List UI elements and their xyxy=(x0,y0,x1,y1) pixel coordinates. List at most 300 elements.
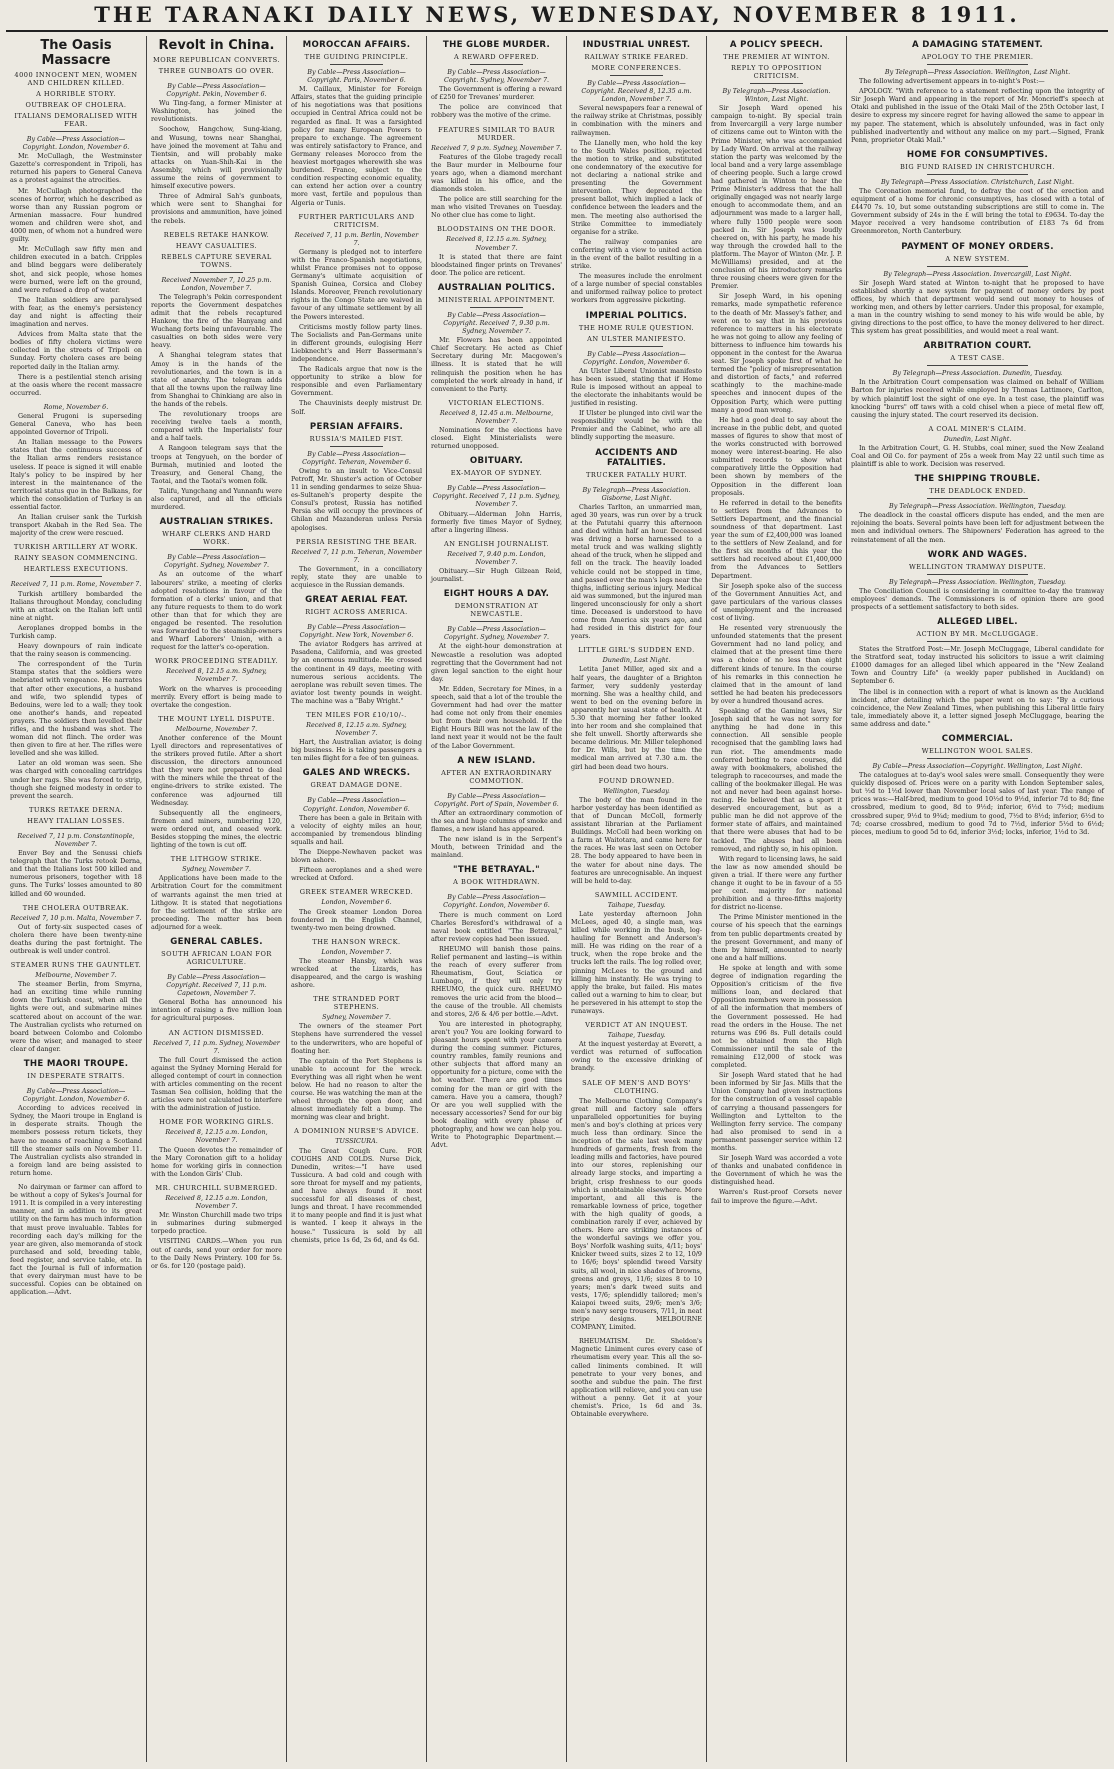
dateline: By Telegraph—Press Association. Dunedin, Tuesday. xyxy=(892,369,1063,378)
article-headline: IMPERIAL POLITICS. xyxy=(585,310,688,321)
article-headline: THE CHOLERA OUTBREAK. xyxy=(22,903,130,912)
dateline: Received 8, 12.15 a.m. London, November 7. xyxy=(165,1193,268,1211)
dateline: Taihape, Tuesday. xyxy=(607,1031,666,1040)
article-paragraph: Several newspapers fear a renewal of the railway strike at Christmas, possibly in combination with the miners and railwaymen. xyxy=(571,104,702,137)
article xyxy=(151,1184,282,1270)
dateline: Sydney, November 7. xyxy=(322,1013,391,1022)
article-headline: Revolt in China. xyxy=(158,38,275,53)
article-headline: WORK AND WAGES. xyxy=(927,549,1028,560)
article-headline: PAYMENT OF MONEY ORDERS. xyxy=(901,241,1054,252)
article-paragraph: The Great Cough Cure. FOR COUGHS AND COLDS. Nurse Dick, Dunedin, writes:—"I have used Tussicura. A bad cold and cough with sore throat for myself and my patients, and have always found it most successful for all diseases of chest, lungs and throat. I have recommended it to many people and find it is just what is wanted. I keep it always in the house." Tussicura is sold by all chemists, price 1s 6d, 2s 6d, and 4s 6d. xyxy=(291,1146,422,1244)
dateline: Received 7, 10 p.m. Malta, November 7. xyxy=(10,913,142,922)
article xyxy=(571,1021,702,1072)
article-paragraph: Warren's Rust-proof Corsets never fail to improve the figure.—Advt. xyxy=(711,1188,842,1205)
dateline: By Telegraph—Press Association. Invercargill, Last Night. xyxy=(883,269,1072,278)
article-subheadline: SOUTH AFRICAN LOAN FOR AGRICULTURE. xyxy=(161,949,272,966)
article-paragraph: A Shanghai telegram states that Amoy is in the hands of the revolutionaries, and the town is in a state of anarchy. The telegram adds that all the towns upon the railway line from Shanghai to Chinkiang are also in the hands of the rebels. xyxy=(151,351,282,408)
article-paragraph: Mr. McCullagh saw fifty men and children executed in a batch. Cripples and blind beggars were deliberately shot, and sick people, whose homes were burned, were left on the ground, and were refused a drop of water. xyxy=(10,245,142,294)
divider xyxy=(470,64,522,65)
article-paragraph: RHEUMATISM. Dr. Sheldon's Magnetic Liniment cures every case of rheumatism every year. This all the so-called liniments combined. It will penetrate to your very bones, and soothe and subdue the pain. The first application will relieve, and you can use without a penny. Get it at your chemist's. Price, 1s 6d and 3s. Obtainable everywhere. xyxy=(571,1337,702,1419)
divider xyxy=(50,1083,103,1084)
article xyxy=(571,311,702,442)
column-5 xyxy=(566,36,706,1762)
article-subheadline: AFTER AN EXTRAORDINARY COMMOTION. xyxy=(441,768,552,785)
article-paragraph: Mr. Winston Churchill made two trips in submarines during submerged torpedo practice. xyxy=(151,1211,282,1236)
article-paragraph: Advices from Malta state that the bodies of fifty cholera victims were collected in the streets of Tripoli on Sunday. Forty cholera cases are being reported daily in the Italian army. xyxy=(10,330,142,371)
dateline: By Telegraph—Press Association. Gisborne, Last Night. xyxy=(582,485,691,502)
article-headline: AUSTRALIAN STRIKES. xyxy=(159,517,274,528)
article-headline: HOME FOR CONSUMPTIVES. xyxy=(906,149,1049,160)
dateline: London, November 7. xyxy=(321,947,392,956)
dateline: Received 7, 9 p.m. Sydney, November 7. xyxy=(431,143,562,152)
column-3 xyxy=(286,36,426,1762)
article-paragraph: Sir Joseph Ward opened his campaign to-night. By special train from Invercargill a very large number of citizens came out to Winton with the Prime Minister, who was accompanied by Lady Ward. On arrival at the railway station the party was welcomed by the local band and a very large assemblage of cheering people. Such a large crowd had gathered in Winton to hear the Prime Minister's address that the hall originally engaged was not nearly large enough to accommodate them, and an adjournment was made to a larger hall, where fully 1500 people were soon packed in. Sir Joseph was loudly cheered on, with his party, he made his way through the crowded hall to the platform. The Mayor of Winton (Mr. J. P. McWilliams) presided, and at the conclusion of his introductory remarks three rousing cheers were given for the Premier. xyxy=(711,104,842,291)
article-paragraph: The catalogues at to-day's wool sales were small. Consequently they were quickly disposed of. Prices were on a parity with London September sales, but ½d to 1½d lower than November local sales of last year. The range of prices was:—Half-bred, medium to good 10½d to 9½d, inferior 7d to 8d; fine crossbred, medium to good, 8d to 9½d; inferior, 6½d to 7½d; medium crossbred super, 9½d to 9¾d; medium to good, 7½d to 8½d; inferior, 6½d to 7d; coarse crossbred, medium to good 7d to 7½d, inferior 5½d to 6½d; pieces, medium to good 5d to 6d, inferior 3½d; locks, inferior, 1½d to 3d. xyxy=(851,771,1104,836)
article xyxy=(431,865,562,1149)
article-subheadline: HEAVY ITALIAN LOSSES. xyxy=(27,816,125,825)
article xyxy=(10,1059,142,1177)
article-paragraph: The new island is in the Serpent's Mouth, between Trinidad and the mainland. xyxy=(431,835,562,860)
article-paragraph: In the Arbitration Court compensation was claimed on behalf of William Barton for injuries received while employed by Thomas Lattimore, Carlton, by which plaintiff lost the sight of one eye. In a test case, the plaintiff was knocking "burrs" off taws with a cold chisel when a piece of metal flew off, causing the injury stated. The court reserved its decision. xyxy=(851,378,1104,419)
article-headline: GREEK STEAMER WRECKED. xyxy=(299,888,414,897)
article-paragraph: Subsequently all the engineers, firemen and miners, numbering 120, were ordered out, and ceased work. Besides stopping the mines, the electric lighting of the town is cut off. xyxy=(151,808,282,850)
article-paragraph: You are interested in photography, aren't you? You are looking forward to pleasant hours spent with your camera during the coming summer. Pictures, country rambles, family reunions and other subjects that afford many an opportunity for a picture, come with the hot weather. There are good times coming for the man or girl with the camera. Have you a camera, though? Or are you well supplied with the necessary accessories? Send for our big book dealing with every phase of photography, and how we can help you. Write to Photographic Department.—Advt. xyxy=(431,1019,562,1150)
article-subheadline: IN DESPERATE STRAITS. xyxy=(27,1072,125,1080)
article-paragraph: The Chauvinists deeply mistrust Dr. Solf. xyxy=(291,399,422,416)
article-headline: A DAMAGING STATEMENT. xyxy=(912,40,1043,50)
article-paragraph: An Ulster Liberal Unionist manifesto has been issued, stating that if Home Rule is imposed without an appeal to the electorate the inhabitants would be justified in resisting. xyxy=(571,366,702,408)
article-headline: EIGHT HOURS A DAY. xyxy=(443,589,550,600)
article xyxy=(571,777,702,885)
article-paragraph: Sir Joseph Ward, in his opening remarks, made sympathetic reference to the death of Mr. Massey's father, and went on to say that in his previous reference to matters in his electorate he was not going to allow any feeling of bitterness to influence him towards his opponent in the contest for the Awarua seat. Sir Joseph spoke first of what he termed the "policy of misrepresentation and distortion of facts," and referred scathingly to the machine-made speeches and innocent dupes of the Opposition Party, which were putting many a good man wrong. xyxy=(711,292,842,414)
article-paragraph: The Melbourne Clothing Company's great mill and factory sale offers unparalleled opportunities for buying men's and boy's clothing at prices very much less than ordinary. Since the inception of the sale last week many hundreds of garments, fresh from the leading mills and factories, have poured into our stores, replenishing our already large stocks, and imparting a bright, crisp freshness to our goods which is unobtainable elsewhere. More important, and all this is the remarkable lowness of price, together with the high quality of goods, a combination rarely if ever, achieved by others. Here are striking instances of the wonderful savings we offer you. Boys' Norfolk washing suits, 4/11; boys' Knicker tweed suits, sizes 2 to 12, 10/9 to 16/6; boys' splendid tweed Varsity suits, all wool, in nice shades of browns, greens and greys, 11/6; sizes 8 to 10 years; men's dark tweed suits and vests, 17/6; splendidly tailored; men's Kaiapoi tweed suits, 29/6; men's 3/6; men's navy serge trousers, 7/11, in neat stripe designs. MELBOURNE COMPANY, Limited. xyxy=(571,1096,702,1332)
article-paragraph: Fifteen aeroplanes and a shed were wrecked at Oxford. xyxy=(291,866,422,883)
masthead-rule xyxy=(6,30,1108,32)
article xyxy=(851,150,1104,236)
divider xyxy=(927,574,1028,575)
dateline: By Cable—Press Association—Copyright. Teheran, November 6. xyxy=(302,449,411,466)
article-paragraph: The Llanelly men, who hold the key to the South Wales position, rejected the motion to strike, and substituted one condemnatory of the executive for not declaring a national strike and presenting the Government intervention. They deprecated the present ballot, which implied a lack of confidence between the leaders and the men. The meeting also authorised the Strike Committee to immediately organise for a strike. xyxy=(571,138,702,236)
article-paragraph: Charles Tarlton, an unmarried man, aged 30 years, was run over by a truck at the Patutahi quarry this afternoon and died within half an hour. Deceased was driving a horse harnessed to a metal truck and was walking slightly ahead of the truck, when he slipped and fell on the track. The heavily loaded vehicle could not be stopped in time, and passed over the man's legs near the thighs, inflicting serious injury. Medical aid was summoned, but the injured man lingered unconsciously for only a short time. Deceased is understood to have come from America six years ago, and had resided in this district for four years. xyxy=(571,502,702,641)
article-paragraph: Obituary.—Alderman John Harris, formerly five times Mayor of Sydney, after a lingering illness. xyxy=(431,509,562,534)
article-subheadline: A BOOK WITHDRAWN. xyxy=(453,878,540,887)
masthead: THE TARANAKI DAILY NEWS, WEDNESDAY, NOVEMBER 8 1911. xyxy=(94,2,1020,27)
article xyxy=(431,126,562,220)
divider xyxy=(470,621,522,622)
article-paragraph: The steamer Berlin, from Smyrna, had an exciting time while running down the Turkish coast, when all the lights were out, and submarine mines scattered about on account of the war. The Australian cyclists who returned on board between Colombo and Colombo were the wiser, and managed to steer clear of danger. xyxy=(10,980,142,1053)
article xyxy=(431,456,562,534)
article xyxy=(291,595,422,705)
article xyxy=(431,756,562,860)
article-paragraph: The police are convinced that robbery was the motive of the crime. xyxy=(431,103,562,120)
article-headline: AUSTRALIAN POLITICS. xyxy=(437,282,556,293)
dateline: By Cable—Press Association—Copyright. London, November 6. xyxy=(583,349,690,366)
article xyxy=(151,517,282,651)
article-paragraph: The measures include the enrolment of a large number of special constables and uniformed railway police to protect workers from aggressive picketing. xyxy=(571,272,702,305)
dateline: By Cable—Press Association—Copyright. Pekin, November 6. xyxy=(166,82,267,99)
article-paragraph: Hart, the Australian aviator, is doing big business. He is taking passengers a ten miles flight for a fee of ten guineas. xyxy=(291,738,422,763)
article-paragraph: There is much comment on Lord Charles Beresford's withdrawal of a naval book entitled "The Betrayal," after review copies had been issued. xyxy=(431,910,562,943)
article-headline: THE LITHGOW STRIKE. xyxy=(170,855,263,864)
article-paragraph: Sir Joseph spoke also of the success of the Government Annuities Act, and gave particulars of the various classes of unemployment and the increased cost of living. xyxy=(711,581,842,622)
article-paragraph: The Radicals argue that now is the opportunity to strike a blow for responsible and even Parliamentary Government. xyxy=(291,365,422,398)
article-subheadline: REBELS CAPTURE SEVERAL TOWNS. xyxy=(161,252,272,269)
article-headline: OBITUARY. xyxy=(469,456,524,467)
dateline: By Telegraph—Press Association. Wellington, Last Night. xyxy=(884,68,1071,76)
article-subheadline: ITALIANS DEMORALISED WITH FEAR. xyxy=(14,112,138,128)
dateline: By Cable—Press Association—Copyright. Wellington, Last Night. xyxy=(872,761,1083,770)
column-1 xyxy=(6,36,146,1762)
article-paragraph: He spoke at length and with some degree of indignation regarding the Opposition's criticism of the five millions loan, and declared that Opposition members were in possession of all the information that members of the Government possessed. He had read the orders in the House. The net returns was £96 8s. Full details could not be obtained from the High Commissioner until the sale of the remaining £12,000 of stock was completed. xyxy=(711,963,842,1070)
article-subheadline: EX-MAYOR OF SYDNEY. xyxy=(450,469,543,478)
dateline: Received 7, 11 p.m. Teheran, November 7. xyxy=(291,547,422,564)
article-headline: SALE OF MEN'S AND BOYS' CLOTHING. xyxy=(582,1078,691,1095)
article-paragraph: Features of the Globe tragedy recall the Baur murder in Melbourne four years ago, when a diamond merchant was killed in his office, and the diamonds stolen. xyxy=(431,152,562,194)
article-paragraph: An Italian message to the Powers states that the continuous success of the Italian arms renders resistance useless. If peace is signed it will enable Italy's policy to be inspired by her interest in the maintenance of the territorial status quo in the Balkans, for which the consolidation of Turkey is an essential factor. xyxy=(10,438,142,512)
article-paragraph: The Government is offering a reward of £250 for Trevanes' murderer. xyxy=(431,85,562,102)
article-paragraph: There is a pestilential stench arising at the oasis where the recent massacre occurred. xyxy=(10,372,142,397)
column-4 xyxy=(426,36,566,1762)
article-subheadline: THE PREMIER AT WINTON. xyxy=(723,53,830,61)
divider xyxy=(470,307,522,308)
divider xyxy=(470,889,522,890)
article-subheadline: A NEW SYSTEM. xyxy=(945,254,1010,263)
dateline: By Cable—Press Association—Copyright. London, November 6. xyxy=(443,893,550,910)
article-subheadline: MORE CONFERENCES. xyxy=(591,64,682,72)
article-headline: A POLICY SPEECH. xyxy=(729,40,824,50)
article-paragraph: The Dieppe-Newhaven packet was blown ashore. xyxy=(291,848,422,865)
article-subheadline: WELLINGTON WOOL SALES. xyxy=(921,746,1034,755)
article-subheadline: 4000 INNOCENT MEN, WOMEN AND CHILDREN KILLED. xyxy=(14,71,138,87)
article-paragraph: He resented very strenuously the unfounded statements that the present Government had no land policy, and claimed that at the present time there was a choice of no less than eight different kinds of tenure. In the course of his remarks in this connection he claimed that in the amount of land settled he had beaten his predecessors by over a hundred thousand acres. xyxy=(711,624,842,705)
article xyxy=(431,589,562,749)
article-paragraph: The correspondent of the Turin Stampa states that the soldiers were inebriated with vengeance. He narrates that after other executions, a husband and wife, two splendid types of Bedouins, were led to a wall; they took one another's hands, and repeated prayers. The soldiers then levelled their rifles, and the husband was shot. The woman did not flinch. The order was then given to fire at her. The rifles were levelled and she was killed. xyxy=(10,660,142,758)
article xyxy=(711,40,842,1205)
article-headline: WORK PROCEEDING STEADILY. xyxy=(154,657,279,666)
article xyxy=(291,1127,422,1243)
article-headline: ACCIDENTS AND FATALITIES. xyxy=(595,447,678,468)
article xyxy=(851,734,1104,836)
article-paragraph: The Italian soldiers are paralysed with fear, as the enemy's persistency day and night is affecting their imagination and nerves. xyxy=(10,295,142,329)
article-headline: PERSIAN AFFAIRS. xyxy=(309,421,404,432)
article-headline: TURKS RETAKE DERNA. xyxy=(28,805,124,814)
article-paragraph: Sir Joseph Ward was accorded a vote of thanks and unabated confidence in the Government of which he was the distinguished head. xyxy=(711,1154,842,1187)
dateline: Melbourne, November 7. xyxy=(175,724,258,733)
article-subheadline: RAINY SEASON COMMENCING. xyxy=(14,554,138,563)
article xyxy=(151,1118,282,1178)
dateline: By Cable—Press Association—Copyright. Port of Spain, November 6. xyxy=(434,791,559,808)
article-paragraph: After an extraordinary commotion of the sea and huge columns of smoke and flames, a new island has appeared. xyxy=(431,808,562,833)
article-paragraph: Enver Bey and the Senussi chiefs telegraph that the Turks retook Derna, and that the Italians lost 500 killed and numerous prisoners, together with 18 guns. The Turks' losses amounted to 80 killed and 60 wounded. xyxy=(10,849,142,898)
article-headline: THE GLOBE MURDER. xyxy=(442,40,551,50)
article-paragraph: The owners of the steamer Port Stephens have surrendered the vessel to the underwriters, who are hopeful of floating her. xyxy=(291,1022,422,1055)
dateline: By Telegraph—Press Association. Winton, Last Night. xyxy=(722,87,831,104)
article-paragraph: Sir Joseph Ward stated at Winton to-night that he proposed to have established shortly a new system for payment of money orders by post offices, by which that department would send out money to houses of working men, and others by letter carriers. Under this proposal, for example, a man in the country wishing to send money to his wife would be able, by giving directions to the post office, to have the money delivered to her direct. This system has great possibilities, and would meet a real want. xyxy=(851,278,1104,336)
article-headline: TEN MILES FOR £10/10/-. xyxy=(306,711,407,719)
dateline: By Telegraph—Press Association. Wellington, Tuesday. xyxy=(889,577,1066,586)
article-paragraph: The Queen devotes the remainder of the Mary Coronation gift to a holiday home for working girls in connection with the London Girls' Club. xyxy=(151,1145,282,1178)
article xyxy=(431,225,562,276)
article-paragraph: Germany is pledged not to interfere with the Franco-Spanish negotiations, whilst France promises not to oppose Germany's ultimate acquisition of Spanish Guinea, Corsica and Clobey Islands. Moreover, French revolutionary rights in the Congo State are waived in favour of any ultimate settlement by all the Powers interested. xyxy=(291,247,422,321)
article-subheadline: ACTION BY MR. McCLUGGAGE. xyxy=(916,630,1039,639)
divider xyxy=(190,969,242,970)
dateline: Received 8, 12.15 a.m. Sydney, November 7. xyxy=(166,667,267,684)
article-paragraph: The Coronation memorial fund, to defray the cost of the erection and equipment of a home for chronic consumptives, has closed with a total of £4470 7s. 10, but some outstanding subscriptions are still to come in. The Government subsidy of 24s in the £ will bring the total to £9634. To-day the Mayor received a very handsome contribution of £183 7s 6d from Greenmoreton, North Canterbury. xyxy=(851,186,1104,236)
divider xyxy=(927,498,1028,499)
dateline: Received 7, 9.40 p.m. London, November 7. xyxy=(447,549,546,566)
dateline: Melbourne, November 7. xyxy=(35,971,117,980)
article-subheadline: OUTBREAK OF CHOLERA. xyxy=(25,101,127,109)
article xyxy=(291,995,422,1121)
article-paragraph: Work on the wharves is proceeding merrily. Every effort is being made to overtake the congestion. xyxy=(151,684,282,709)
article-paragraph: The Government, in a conciliatory reply, state they are unable to acquiesce in the Russian demands. xyxy=(291,564,422,589)
article xyxy=(151,937,282,1023)
divider xyxy=(750,83,802,84)
article-subheadline: DEMONSTRATION AT NEWCASTLE. xyxy=(454,602,539,619)
divider xyxy=(190,549,242,550)
article-paragraph: The following advertisement appears in to-night's Post:— xyxy=(859,77,1045,86)
article-subheadline: HEARTLESS EXECUTIONS. xyxy=(23,565,129,574)
article-subheadline: WHARF CLERKS AND HARD WORK. xyxy=(162,530,271,547)
article-paragraph: General Frugoni is superseding General Caneva, who has been appointed Governor of Tripoli. xyxy=(10,412,142,437)
article-paragraph: The aviator Rodgers has arrived at Pasadena, California, and was greeted by an enormous multitude. He crossed the continent in 49 days, meeting with numerous serious accidents. The aeroplane was rebuilt seven times. The aviator lost twenty pounds in weight. The machine was a "Baby Wright." xyxy=(291,640,422,705)
article-headline: THE SHIPPING TROUBLE. xyxy=(914,474,1041,485)
article xyxy=(291,938,422,989)
article-headline: GREAT AERIAL FEAT. xyxy=(305,595,408,606)
article-subheadline: THE HOME RULE QUESTION. xyxy=(578,323,695,332)
dateline: By Cable—Press Association—Copyright. New York, November 6. xyxy=(299,623,414,640)
article xyxy=(851,242,1104,336)
article-headline: ARBITRATION COURT. xyxy=(923,341,1032,352)
article-paragraph: The Greek steamer London Dorea foundered in the English Channel, twenty-two men being drowned. xyxy=(291,907,422,932)
article xyxy=(10,961,142,1053)
article-headline: GENERAL CABLES. xyxy=(170,936,263,947)
article-paragraph: Late yesterday afternoon John McLees, aged 40, a single man, was killed while working in the bush, log-hauling for Bennett and Anderson's mill. He was riding on the rear of a truck, when the rope broke and the trucks left the rails. The log rolled over, pinning McLees to the ground and killing him instantly. He was trying to apply the brake, but failed. His mates called out a warning to him to clear, but he persevered in his attempt to stop the runaways. xyxy=(571,909,702,1015)
article-paragraph: At the inquest yesterday at Everett, a verdict was returned of suffocation owing to the excessive drinking of brandy. xyxy=(571,1040,702,1073)
article-headline: THE STRANDED PORT STEPHENS. xyxy=(313,995,400,1012)
article-paragraph: Nominations for the elections have closed. Eight Ministerialists were returned unopposed. xyxy=(431,426,562,451)
article xyxy=(10,904,142,955)
article-paragraph: Talifu, Yungchang and Yunnanfu were also captured, and all the officials murdered. xyxy=(151,486,282,512)
article-paragraph: The Prime Minister mentioned in the course of his speech that the earnings from ten public departments created by the present Government, and many of them by himself, amounted to nearly one and a half millions. xyxy=(711,913,842,962)
article xyxy=(291,768,422,882)
article-headline: INDUSTRIAL UNREST. xyxy=(582,40,691,50)
article-paragraph: APOLOGY. "With reference to a statement reflecting upon the integrity of Sir Joseph Ward and appearing in the report of Mr. Moncrieff's speech at Otaki and published in the issue of the Otaki Mail of the 25th October last, I desire to express my sincere regret for having allowed the same to appear in my paper. The statement, which is absolutely unfounded, was in fact only published inadvertently and without any malice on my part.—Signed, Frank Penn, proprietor Otaki Mail." xyxy=(851,87,1104,144)
article-headline: A COAL MINER'S CLAIM. xyxy=(928,424,1027,433)
article-paragraph: Applications have been made to the Arbitration Court for the commitment of warrants against the men tried at Lithgow. It is stated that negotiations for the settlement of the strike are proceeding. The matter has been adjourned for a week. xyxy=(151,874,282,931)
article-subheadline: HEAVY CASUALTIES. xyxy=(175,241,258,250)
article-paragraph: Sir Joseph Ward stated that he had been informed by Sir Jas. Mills that the Union Company had given instructions for the construction of a vessel capable of carrying a thousand passengers for Wellington and Lyttelton to the Wellington ferry service. The company had also promised to send in a permanent passenger service within 12 months. xyxy=(711,1071,842,1152)
dateline: Received 8, 12.15 a.m. Sydney, November 7. xyxy=(306,721,407,738)
article-paragraph: If Ulster be plunged into civil war the responsibility would be with the Premier and the Cabinet, who are all blindly supporting the measure. xyxy=(571,409,702,442)
article-paragraph: He referred in detail to the benefits to settlers from the Advances to Settlers Department, and the financial soundness of that department. Last year the sum of £2,400,000 was loaned to the settlers of New Zealand, and for the first six months of this year the settlers had received about £1,400,000 from the Advances to Settlers Department. xyxy=(711,498,842,580)
article-subheadline: TRUCKER FATALLY HURT. xyxy=(586,470,687,479)
dateline: London, November 6. xyxy=(321,898,392,907)
article-paragraph: Out of forty-six suspected cases of cholera there have been twenty-nine deaths during the past fortnight. The outbreak is well under control. xyxy=(10,922,142,955)
article xyxy=(851,341,1104,419)
dateline: By Cable—Press Association—Copyright. Received 7, 11 p.m. Capetown, November 7. xyxy=(166,972,267,998)
article-paragraph: He had a good deal to say about the increase in the public debt, and quoted masses of figures to show that most of the works constructed with borrowed money were interest-bearing. He also submitted records to show what comparatively little the Opposition had been shown by members of the Opposition in the different loan proposals. xyxy=(711,415,842,497)
article-paragraph: General Botha has announced his intention of raising a five million loan for agricultural purposes. xyxy=(151,998,282,1023)
article xyxy=(10,806,142,898)
dateline: Received 8, 12.15 a.m. Sydney, November 7. xyxy=(446,235,547,252)
dateline: By Cable—Press Association—Copyright. Sydney, November 7. xyxy=(163,553,270,570)
article xyxy=(571,448,702,641)
article-paragraph: Mr. McCullagh photographed the scenes of horror, which he described as worse than any Russian pogrom or Armenian massacre. Four hundred women and children were shot, and 4000 men, of whom not a hundred were guilty. xyxy=(10,186,142,244)
article-paragraph: Mr. Flowers has been appointed Chief Secretary. He acted as Chief Secretary during Mr. Macgowen's illness. It is stated that he will relinquish the position when he has completed the work already in hand, if convenient to the Party. xyxy=(431,336,562,393)
article-paragraph: States the Stratford Post:—Mr. Joseph McCluggage, Liberal candidate for the Stratford seat, today instructed his solicitors to issue a writ claiming £1000 damages for an alleged libel which appeared in the "New Zealand Town and Country Life" (a weekly paper published in Auckland) on September 6. xyxy=(851,645,1104,686)
article-paragraph: Owing to an insult to Vice-Consul Petroff, Mr. Shuster's action of October 11 in sending gendarmes to seize Shua-es-Sultaneh's property despite the Consul's protest, Russia has notified Persia she will occupy the provinces of Ghilan and Mazanderan unless Persia apologises. xyxy=(291,466,422,532)
dateline: Received 7, 11 p.m. Constantinople, November 7. xyxy=(17,831,135,848)
divider xyxy=(50,828,103,829)
article xyxy=(151,1029,282,1113)
columns-container xyxy=(6,36,1108,1762)
article xyxy=(851,474,1104,543)
article-paragraph: Aeroplanes dropped bombs in the Turkish camp. xyxy=(10,623,142,640)
article-paragraph: There has been a gale in Britain with a velocity of eighty miles an hour, accompanied by tremendous blinding squalls and hail. xyxy=(291,813,422,846)
article-paragraph: The Telegraph's Pekin correspondent reports the Government despatches admit that the rebels recaptured Hankow, the fire of the Hanyang and Wuchang forts being unfavourable. The casualties on both sides were very heavy. xyxy=(151,292,282,350)
article-headline: SAWMILL ACCIDENT. xyxy=(594,890,679,899)
article-paragraph: Three of Admiral Sah's gunboats, which were sent to Shanghai for provisions and ammunition, have joined the rebels. xyxy=(151,192,282,225)
article-subheadline: MINISTERIAL APPOINTMENT. xyxy=(438,295,555,304)
article xyxy=(851,617,1104,728)
dateline: By Cable—Press Association—Copyright. Received 7, 9.30 p.m. Sydney, November 7. xyxy=(443,310,550,336)
article xyxy=(151,231,282,512)
divider xyxy=(610,482,662,483)
article xyxy=(151,657,282,708)
divider xyxy=(610,75,662,76)
article-headline: PERSIA RESISTING THE BEAR. xyxy=(295,537,418,546)
article-headline: FOUND DROWNED. xyxy=(598,776,675,785)
article-paragraph: According to advices received in Sydney, the Maori troupe in England is in desperate straits. Though the members possess return tickets, they have no means of reaching a Scotland till the steamer sails on November 11. The Australian cyclists also stranded in a foreign land are being assisted to return home. xyxy=(10,1104,142,1177)
dateline: Wellington, Tuesday. xyxy=(603,786,670,795)
article-subheadline: THE GUIDING PRINCIPLE. xyxy=(304,53,409,61)
article-headline: LITTLE GIRL'S SUDDEN END. xyxy=(578,646,695,655)
article-headline: A NEW ISLAND. xyxy=(457,755,536,766)
article-headline: A DOMINION NURSE'S ADVICE. xyxy=(294,1127,419,1136)
dateline: By Cable—Press Association—Copyright. London, November 6. xyxy=(22,1087,130,1104)
article-headline: THE MOUNT LYELL DISPUTE. xyxy=(158,714,275,723)
divider xyxy=(330,792,382,793)
divider xyxy=(927,758,1028,759)
article-paragraph: Letita Janet Miller, aged six and a half years, the daughter of a Brighton farmer, very suddenly yesterday morning. She was a healthy child, and went to bed on the evening before in apparently her usual state of health. At 5.30 that morning her father looked into her room and she complained that she felt unwell. Shortly afterwards she became delirious. Mr. Miller telephoned for Dr. Wills, but by the time the medical man arrived at 7.30 a.m. the girl had been dead two hours. xyxy=(571,665,702,771)
article-headline: THE MAORI TROUPE. xyxy=(23,1059,129,1069)
article xyxy=(571,891,702,1015)
divider xyxy=(190,78,242,79)
divider xyxy=(610,346,662,347)
article xyxy=(571,40,702,305)
article-paragraph: It is stated that there are faint bloodstained finger prints on Trevanes' door. The police are reticent. xyxy=(431,252,562,277)
article-paragraph: The police are still searching for the man who visited Trevanes on Tuesday. No other clue has come to light. xyxy=(431,195,562,220)
article xyxy=(10,1183,142,1296)
article-paragraph: M. Caillaux, Minister for Foreign Affairs, states that the guiding principle of his negotiations was that positions occupied in Central Africa could not be regarded as final. It was a farsighted policy for many European Powers to prepare to exchange. The agreement was entirely satisfactory to France, and Germany releases Morocco from the heaviest mortgages wherewith she was burdened. France, subject to the condition respecting economic equality, can extend her action over a country more vast, fertile and populous than Algeria or Tunis. xyxy=(291,85,422,207)
dateline: Sydney, November 7. xyxy=(182,865,251,874)
dateline: By Cable—Press Association—Copyright. Sydney, November 7. xyxy=(443,625,550,642)
dateline: By Telegraph—Press Association. Wellington, Tuesday. xyxy=(889,502,1066,511)
dateline: Dunedin, Last Night. xyxy=(943,434,1012,443)
article-paragraph: In the Arbitration Court, G. H. Stubbs, coal miner, sued the New Zealand Coal and Oil Co. for payment of 25s a week from May 22 until such time as plaintiff is able to work. Decision was reserved. xyxy=(851,443,1104,469)
article-subheadline: AN ULSTER MANIFESTO. xyxy=(587,334,686,343)
divider xyxy=(330,64,382,65)
dateline: Received 8, 12.45 a.m. Melbourne, November 7. xyxy=(439,408,554,425)
article xyxy=(431,399,562,450)
article-headline: MOROCCAN AFFAIRS. xyxy=(302,40,411,50)
article-paragraph: Mr. Edden, Secretary for Mines, in a speech, said that a lot of the trouble the Government had had over the matter had come not only from their enemies but from their own household. If the Eight Hours Bill was not the law of the land next year it would not be the fault of the Labor Government. xyxy=(431,684,562,750)
article-paragraph: Another conference of the Mount Lyell directors and representatives of the strikers proved futile. After a short discussion, the directors announced that they were not prepared to deal with the miners while the threat of the engine-drivers to strike existed. The conference was adjourned till Wednesday. xyxy=(151,733,282,807)
article xyxy=(851,550,1104,611)
divider xyxy=(190,272,242,273)
dateline: Received 7, 11 p.m. Rome, November 7. xyxy=(10,580,142,589)
article-paragraph: The captain of the Port Stephens is unable to account for the wreck. Everything was all right when he went below. He had no reason to alter the course. He was watching the man at the wheel through the open door, and almost immediately felt a bump. The morning was clear and bright. xyxy=(291,1056,422,1122)
article xyxy=(291,711,422,762)
article-paragraph: As an outcome of the wharf labourers' strike, a meeting of clerks adopted resolutions in favour of the formation of a clerks' union, and that any future requests to them to do work other than that for which they are engaged be resented. The resolution was forwarded to the steamship-owners and Wharf Laborers' Union, with a request for the latter's co-operation. xyxy=(151,570,282,652)
dateline: By Cable—Press Association—Copyright. Received 8, 12.35 a.m. London, November 7. xyxy=(581,79,692,104)
article-subheadline: RUSSIA'S MAILED FIST. xyxy=(309,434,404,443)
dateline: Rome, November 6. xyxy=(43,402,109,411)
article-paragraph: The body of the man found in the harbor yesterday has been identified as that of Duncan McColl, formerly assistant librarian at the Parliament Buildings. McColl had been working on a farm at Waitotara, and came here for the races. He was last seen on October 28. The body appeared to have been in the water for about nine days. The features are unrecognisable. An inquest will be held to-day. xyxy=(571,795,702,885)
article-headline: THE HANSON WRECK. xyxy=(312,937,401,946)
article-paragraph: Later an old woman was seen. She was charged with concealing cartridges under her rags. She was forced to strip, though she feigned modesty in order to prevent the search. xyxy=(10,759,142,800)
article xyxy=(10,38,142,397)
dateline: Taihape, Tuesday. xyxy=(607,900,666,909)
article-paragraph: Mr. McCullagh, the Westminster Gazette's correspondent in Tripoli, has returned his papers to General Caneva as a protest against the atrocities. xyxy=(10,152,142,185)
article-paragraph: Soochow, Hangchow, Sung-kiang, and Wusung, towns near Shanghai, have joined the movement at Tahu and Tientsin, and will probably make attacks on Yuan-Shih-Kai in the Assembly, which will provisionally assume the reins of government to himself executive powers. xyxy=(151,125,282,191)
article xyxy=(10,403,142,538)
dateline: TUSSICURA. xyxy=(335,1137,378,1146)
article-paragraph: Speaking of the Gaming laws, Sir Joseph said that he was not sorry for anything he had done in this connection. All sensible people recognised that the gambling laws had run riot. The amendments made conferred betting to race courses, did away with bookmakers, abolished the telegraph to racecourses, and made the calling of the bookmaker illegal. He was not and never had been against horse-racing. He believed that as a sport it deserved encouragement, but as a public man he did not approve of the former state of affairs, and maintained that there were abuses that had to be tackled. The abuses had all been removed, and rightly so, in his opinion. xyxy=(711,707,842,853)
article-paragraph: The railway companies are conferring with a view to united action in the event of the ballot resulting in a strike. xyxy=(571,237,702,271)
article-headline: COMMERCIAL. xyxy=(941,733,1014,744)
article-paragraph: The libel is in connection with a report of what is known as the Auckland incident, after detailing which the paper went on to say: "By a curious coincidence, the New Zealand Times, when publishing this Liberal little fairy tale, immediately above it, a letter signed Joseph McCluggage, bearing the same address and date." xyxy=(851,687,1104,728)
divider xyxy=(927,365,1028,366)
article-paragraph: An Italian cruiser sank the Turkish transport Akabah in the Red Sea. The majority of the crew were rescued. xyxy=(10,513,142,538)
article-subheadline: A TEST CASE. xyxy=(950,354,1005,363)
article-subheadline: REPLY TO OPPOSITION CRITICISM. xyxy=(730,64,822,80)
column-2 xyxy=(146,36,286,1762)
article xyxy=(10,543,142,799)
article-subheadline: APOLOGY TO THE PREMIER. xyxy=(921,53,1034,61)
article xyxy=(571,1079,702,1332)
article-headline: BLOODSTAINS ON THE DOOR. xyxy=(436,225,557,234)
article xyxy=(851,40,1104,144)
column-7 xyxy=(846,36,1108,1762)
divider xyxy=(330,619,382,620)
article xyxy=(151,715,282,849)
dateline: By Cable—Press Association—Copyright. London, November 6. xyxy=(303,796,410,813)
dateline: Received 7, 11 p.m. Sydney, November 7. xyxy=(153,1038,280,1055)
article-paragraph: The revolutionary troops are receiving twelve taels a month, compared with the Imperialists' four and a half taels. xyxy=(151,410,282,443)
divider xyxy=(927,266,1028,267)
article-paragraph: The full Court dismissed the action against the Sydney Morning Herald for alleged contempt of court in connection with articles commenting on the recent Tasman Sea collision, holding that the articles were not calculated to interfere with the administration of justice. xyxy=(151,1055,282,1113)
article-subheadline: GREAT DAMAGE DONE. xyxy=(310,781,403,790)
divider xyxy=(927,641,1028,642)
article-paragraph: At the eight-hour demonstration at Newcastle a resolution was adopted regretting that the Government had not given legal sanction to the eight hour day. xyxy=(431,642,562,683)
divider xyxy=(50,131,103,132)
divider xyxy=(927,64,1028,65)
article-headline: REBELS RETAKE HANKOW. xyxy=(163,230,270,239)
article-subheadline: MORE REPUBLICAN CONVERTS. xyxy=(152,56,281,64)
article-subheadline: BIG FUND RAISED IN CHRISTCHURCH. xyxy=(899,162,1056,171)
article-headline: ALLEGED LIBEL. xyxy=(937,617,1018,628)
article xyxy=(291,40,422,207)
article xyxy=(431,283,562,393)
article-paragraph: RHEUMO will banish those pains. Relief permanent and lasting—is within the reach of every sufferer from Rheumatism, Gout, Sciatica or Lumbago, if they will only try RHEUMO, the quick cure. RHEUMO removes the uric acid from the blood—the cause of the trouble. All chemists and stores, 2/6 & 4/6 per bottle.—Advt. xyxy=(431,944,562,1018)
column-6 xyxy=(706,36,846,1762)
article-headline: AN ENGLISH JOURNALIST. xyxy=(444,539,549,548)
dateline: Received 7, 11 p.m. Berlin, November 7. xyxy=(294,230,419,247)
article-subheadline: RIGHT ACROSS AMERICA. xyxy=(305,608,408,617)
article-paragraph: The steamer Hansby, which was wrecked at the Lizards, has disappeared, and the cargo is washing ashore. xyxy=(291,956,422,990)
